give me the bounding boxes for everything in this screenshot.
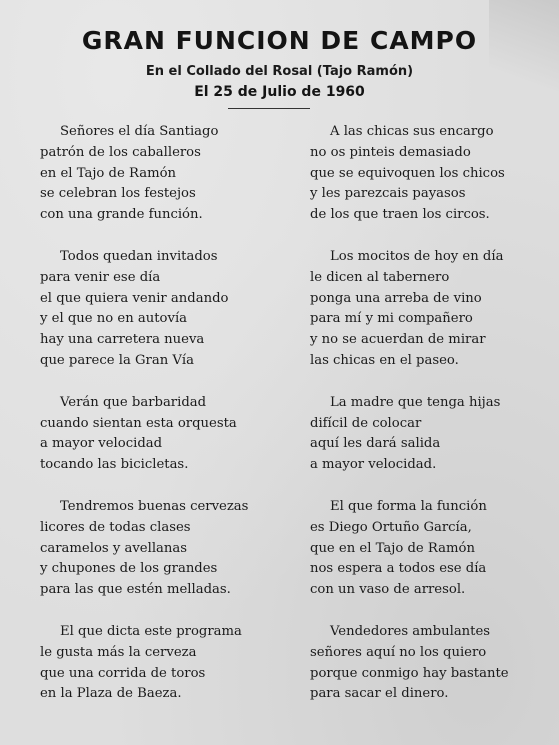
verse-line: Tendremos buenas cervezas xyxy=(60,498,249,514)
verse-line: a mayor velocidad. xyxy=(310,457,437,473)
verse-line: el que quiera venir andando xyxy=(40,290,229,306)
verse-stanza xyxy=(310,247,555,372)
left-verse-column xyxy=(40,122,285,726)
verse-line: Los mocitos de hoy en día xyxy=(330,248,504,264)
verse-line: La madre que tenga hijas xyxy=(330,394,501,410)
verse-line: para venir ese día xyxy=(40,269,161,285)
verse-line: le gusta más la cerveza xyxy=(40,644,197,660)
verse-line: que parece la Gran Vía xyxy=(40,352,194,368)
verse-line: Verán que barbaridad xyxy=(60,394,207,410)
verse-line: caramelos y avellanas xyxy=(40,540,188,556)
verse-line: con una grande función. xyxy=(40,207,203,223)
verse-stanza xyxy=(40,497,285,601)
verse-stanza xyxy=(310,497,555,601)
verse-line: de los que traen los circos. xyxy=(310,207,490,223)
verse-line: le dicen al tabernero xyxy=(310,269,450,285)
verse-line: Todos quedan invitados xyxy=(60,248,218,264)
verse-line: no os pinteis demasiado xyxy=(310,144,471,160)
verse-line: y el que no en autovía xyxy=(40,311,188,327)
verse-line: El que dicta este programa xyxy=(60,623,242,639)
verse-line: es Diego Ortuño García, xyxy=(310,519,472,535)
verse-line: a mayor velocidad xyxy=(40,436,163,452)
verse-line: licores de todas clases xyxy=(40,519,191,535)
verse-stanza xyxy=(310,393,555,476)
verse-line: tocando las bicicletas. xyxy=(40,457,189,473)
verse-line: para las que estén melladas. xyxy=(40,582,231,598)
verse-line: en la Plaza de Baeza. xyxy=(40,686,182,702)
verse-line: para mí y mi compañero xyxy=(310,311,473,327)
verse-line: señores aquí no los quiero xyxy=(310,644,487,660)
verse-line: porque conmigo hay bastante xyxy=(310,665,509,681)
verse-line: y les parezcais payasos xyxy=(310,186,466,202)
verse-line: ponga una arreba de vino xyxy=(310,290,482,306)
verse-line: que en el Tajo de Ramón xyxy=(310,540,475,556)
verse-line: y chupones de los grandes xyxy=(40,561,218,577)
verse-line: hay una carretera nueva xyxy=(40,332,205,348)
verse-line: A las chicas sus encargo xyxy=(330,124,494,139)
verse-line: para sacar el dinero. xyxy=(310,686,449,702)
poster-title: GRAN FUNCION DE CAMPO xyxy=(81,26,478,55)
verse-line: las chicas en el paseo. xyxy=(310,352,459,368)
verse-stanza xyxy=(40,247,285,372)
title-divider xyxy=(228,108,310,109)
verse-line: Señores el día Santiago xyxy=(60,124,219,139)
verse-stanza xyxy=(310,622,555,705)
verse-line: con un vaso de arresol. xyxy=(310,582,466,598)
verse-line: se celebran los festejos xyxy=(40,186,196,202)
verse-stanza xyxy=(40,393,285,476)
verse-stanza xyxy=(310,122,555,226)
verse-line: nos espera a todos ese día xyxy=(310,561,487,577)
right-verse-column xyxy=(310,122,555,726)
verse-line: que una corrida de toros xyxy=(40,665,206,681)
poster-date: El 25 de Julio de 1960 xyxy=(194,84,365,100)
verse-line: en el Tajo de Ramón xyxy=(40,165,177,181)
poster-subtitle: En el Collado del Rosal (Tajo Ramón) xyxy=(145,64,414,79)
verse-line: El que forma la función xyxy=(330,498,487,514)
verse-line: patrón de los caballeros xyxy=(40,144,201,160)
verse-line: y no se acuerdan de mirar xyxy=(310,332,486,348)
verse-line: difícil de colocar xyxy=(310,415,422,431)
verse-line: aquí les dará salida xyxy=(310,436,441,452)
verse-line: que se equivoquen los chicos xyxy=(310,165,505,181)
verse-stanza xyxy=(40,122,285,226)
verse-line: cuando sientan esta orquesta xyxy=(40,415,237,431)
verse-line: Vendedores ambulantes xyxy=(330,623,491,639)
verse-stanza xyxy=(40,622,285,705)
